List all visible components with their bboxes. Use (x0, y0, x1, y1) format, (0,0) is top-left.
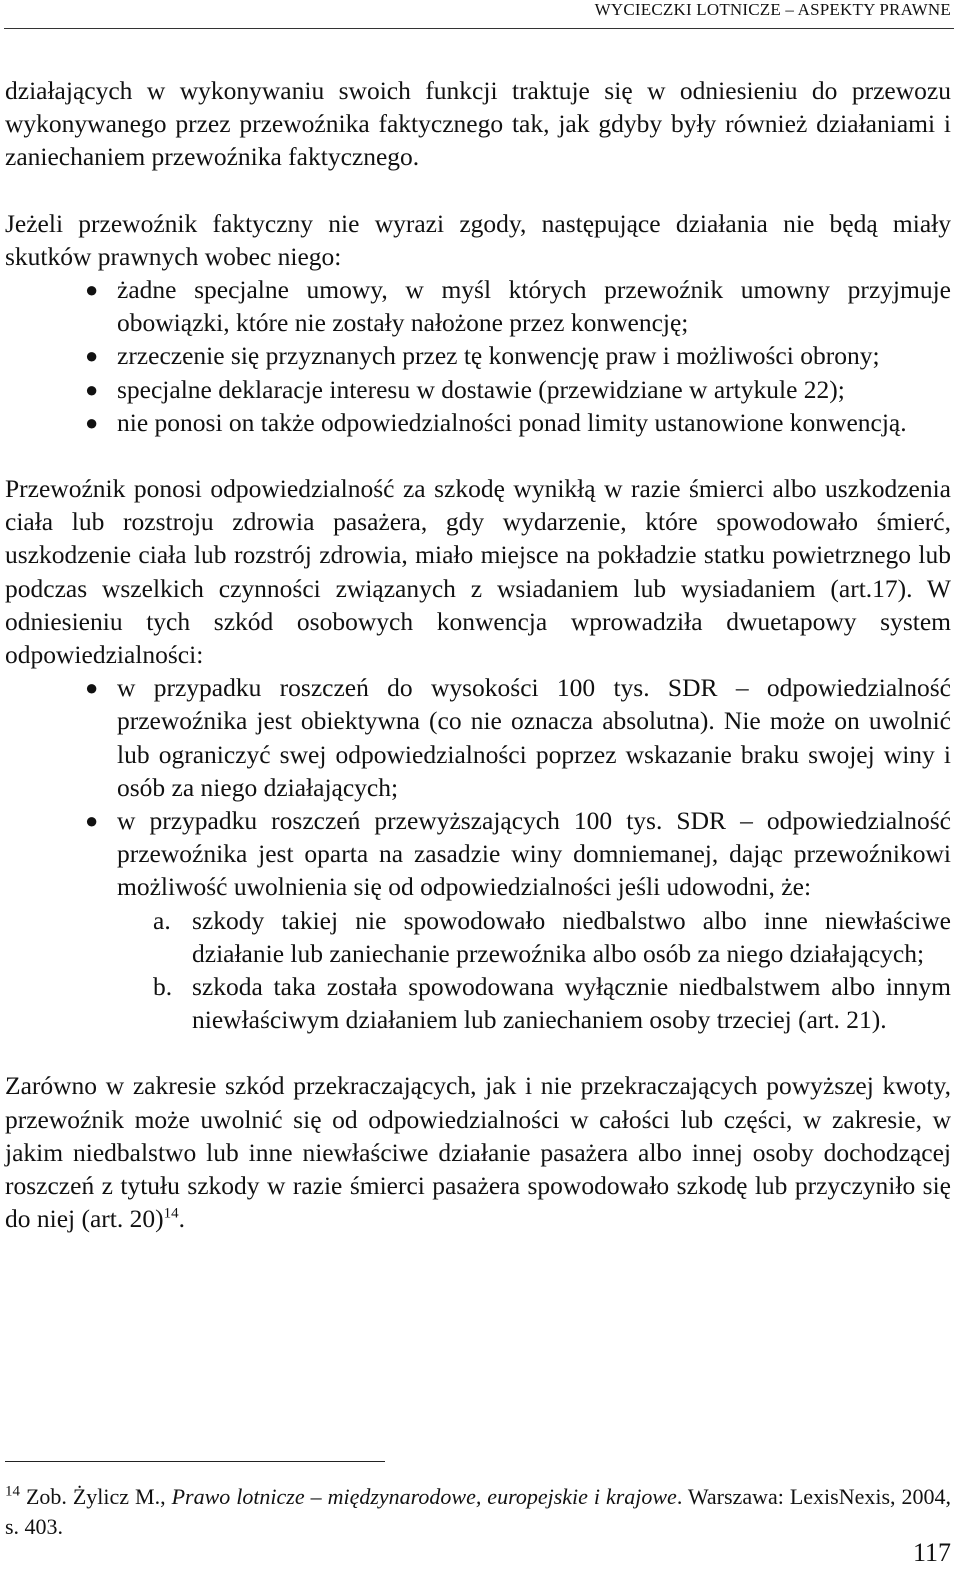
bullet-icon: ● (85, 343, 99, 369)
running-header: WYCIECZKI LOTNICZE – ASPEKTY PRAWNE (594, 0, 951, 19)
lettered-list (5, 904, 951, 1037)
list-item: ● zrzeczenie się przyznanych przez tę konwencję praw i możliwości obrony; (5, 339, 951, 372)
item-marker: b. (153, 972, 173, 1002)
paragraph-3: Przewoźnik ponosi odpowiedzialność za szkodę wynikłą w razie śmierci albo uszkodzenia ciała lub rozstroju zdrowia pasażera, gdy wydarzenie, które spowodowało śmierć, uszkodzenie ciała lub rozstrój zdrowia, miało miejsce na pokładzie statku powietrznego lub podczas wszelkich czynności związanych z wsiadaniem lub wysiadaniem (art.17). W odniesieniu tych szkód osobowych konwencja wprowadziła dwuetapowy system odpowiedzialności: (5, 474, 951, 670)
list-item: ● nie ponosi on także odpowiedzialności ponad limity ustanowione konwencją. (5, 406, 951, 439)
bullet-list-1 (5, 273, 951, 439)
footnote-divider (5, 1461, 385, 1462)
bullet-icon: ● (85, 277, 99, 303)
footnote-title: Prawo lotnicze – międzynarodowe, europejskie i krajowe (171, 1484, 677, 1509)
paragraph-2: Jeżeli przewoźnik faktyczny nie wyrazi zgody, następujące działania nie będą miały skutków prawnych wobec niego: (5, 208, 951, 271)
footnote-author: Zob. Żylicz M., (20, 1484, 172, 1509)
body-text (5, 74, 951, 1236)
bullet-icon: ● (85, 376, 99, 402)
footnote (5, 1482, 951, 1542)
bullet-icon: ● (85, 675, 99, 701)
bullet-icon: ● (85, 409, 99, 435)
lettered-item: a. szkody takiej nie spowodowało niedbalstwo albo inne niewłaściwe działanie lub zaniechanie przewoźnika albo osób za niego działających; (153, 905, 951, 968)
paragraph-1: działających w wykonywaniu swoich funkcji traktuje się w odniesieniu do przewozu wykonywanego przez przewoźnika faktycznego tak, jak gdyby były również działaniami i zaniechaniem przewoźnika faktycznego. (5, 76, 951, 172)
page-number: 117 (912, 1538, 951, 1567)
list-item: ● specjalne deklaracje interesu w dostawie (przewidziane w artykule 22); (5, 373, 951, 406)
list-item: ● w przypadku roszczeń przewyższających 100 tys. SDR – odpowiedzialność przewoźnika jest oparta na zasadzie winy domniemanej, dając przewoźnikowi możliwość uwolnienia się od odpowiedzialności jeśli udowodni, że: (85, 806, 951, 902)
bullet-icon: ● (85, 808, 99, 834)
bullet-list-2 (5, 671, 951, 903)
item-marker: a. (153, 905, 171, 935)
footnote-publication: . Warszawa: LexisNexis, 2004, s. 403. (5, 1484, 951, 1539)
list-item: ● żadne specjalne umowy, w myśl których przewoźnik umowny przyjmuje obowiązki, które nie zostały nałożone przez konwencję; (85, 275, 951, 338)
footnote-reference[interactable]: 14 (163, 1205, 179, 1222)
footnote-number: 14 (5, 1483, 20, 1500)
header-divider (4, 28, 954, 29)
list-item: ● w przypadku roszczeń do wysokości 100 tys. SDR – odpowiedzialność przewoźnika jest obiektywna (co nie oznacza absolutna). Nie może on uwolnić lub ograniczyć swej odpowiedzialności poprzez wskazanie braku swojej winy i osób za niego działających; (85, 673, 951, 802)
lettered-item: b. szkoda taka została spowodowana wyłącznie niedbalstwem albo innym niewłaściwym działaniem lub zaniechaniem osoby trzeciej (art. 21). (153, 972, 951, 1035)
paragraph-4: Zarówno w zakresie szkód przekraczających, jak i nie przekraczających powyższej kwoty, przewoźnik może uwolnić się od odpowiedzialności w całości lub części, w zakresie, w jakim niedbalstwo lub inne niewłaściwe działanie pasażera albo innej osoby dochodzącej roszczeń z tytułu szkody w razie śmierci pasażera spowodowało szkodę lub przyczyniło się do niej (art. 20)$^{14}$. (5, 1071, 951, 1234)
